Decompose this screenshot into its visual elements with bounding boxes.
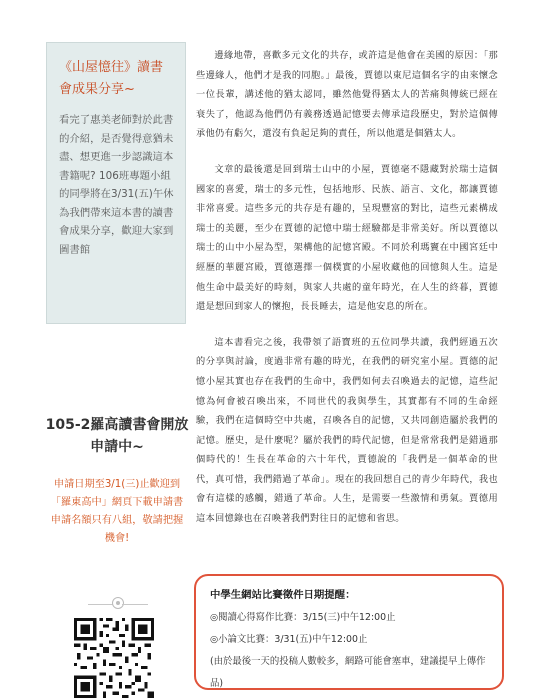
notice-item-tip: (由於最後一天的投稿人數較多，網路可能會塞車，建議提早上傳作品) bbox=[210, 656, 486, 689]
promo-title: 《山屋憶往》讀書會成果分享~ bbox=[59, 60, 164, 97]
article-body bbox=[196, 46, 498, 529]
notice-item-thesis: ◎小論文比賽：3/31(五)中午12:00止 bbox=[210, 634, 368, 645]
divider-circle-icon bbox=[88, 597, 148, 611]
promo-body: 看完了惠美老師對於此書的介紹，是否覺得意猶未盡、想更進一步認識這本書籍呢? 106班專題小組的同學將在3/31(五)午休為我們帶來這本書的讀書會成果分享，歡迎大家到圖書館 bbox=[59, 114, 174, 256]
reading-club-promo-box bbox=[46, 42, 186, 324]
apply-body: 申請日期至3/1(三)止歡迎到「羅東高中」網頁下載申請書申請名額只有八組，敬請把握機會! bbox=[50, 479, 184, 544]
article-paragraph: 邊緣地帶，喜歡多元文化的共存，或許這是他會在美國的原因：「那些邊緣人，他們才是我的同胞。」最後，賈德以東尼這個名字的由來懷念一位長輩，講述他的猶太認同，雖然他覺得猶太人的苦痛與傳統已經在衰失了，他認為他們仍有義務透過記憶要去傳承這段歷史，對於這個傳承他仍有虧欠，還沒有負起足夠的責任，所以他還是個猶太人。 bbox=[196, 50, 498, 140]
article-paragraph: 這本書看完之後，我帶領了語寶班的五位同學共讀，我們經過五次的分享與討論，度過非常有趣的時光，在我們的研究室小屋。賈德的記憶小屋其實也存在我們的生命中，我們如何去召喚過去的記憶，這些記憶為何會被召喚出來，不同世代的我與學生，其實都有不同的生命經驗，我們在這個時空中共處，召喚各自的記憶，又共同創造屬於我們的記憶。歷史，是什麼呢？屬於我們的時代記憶，但是常常我們是錯過那個時代的！生長在革命的六十年代，賈德說的「我們是一個革命的世代，真可惜，我們錯過了革命」。現在的我回想自己的青少年時代，我也會有這樣的感觸，錯過了革命。人生，是需要一些激情和勇氣。賈德用這本回憶錄也在召喚著我們對往日的記憶和省思。 bbox=[196, 336, 498, 525]
article-paragraph: 文章的最後還是回到瑞士山中的小屋，賈德毫不隱藏對於瑞士這個國家的喜愛，瑞士的多元性，包括地形、民族、語言、文化，都讓賈德非常喜愛。這些多元的共存是有趣的，呈現豐富的對比，這些元素構成瑞士的美麗，至少在賈德的記憶中瑞士經驗都是非常美好。所以賈德以瑞士的山中小屋為型，架構他的記憶宮殿。不同於利瑪竇在中國宮廷中經歷的華麗宮殿，賈德選擇一個樸實的小屋收藏他的回憶與人生。這是他生命中最美好的時刻，與家人共處的童年時光，在人生的終暮，賈德還是想回到家人的懷抱，長長睡去，這是他安息的所在。 bbox=[196, 163, 498, 313]
notice-title: 中學生網站比賽徵件日期提醒： bbox=[210, 589, 356, 601]
sidebar bbox=[34, 0, 194, 700]
contest-deadline-notice bbox=[194, 574, 504, 690]
apply-title: 105-2羅高讀書會開放申請中~ bbox=[45, 417, 189, 455]
qr-code-icon[interactable] bbox=[74, 618, 154, 698]
notice-item-reading: ◎閱讀心得寫作比賽：3/15(三)中午12:00止 bbox=[210, 612, 396, 623]
